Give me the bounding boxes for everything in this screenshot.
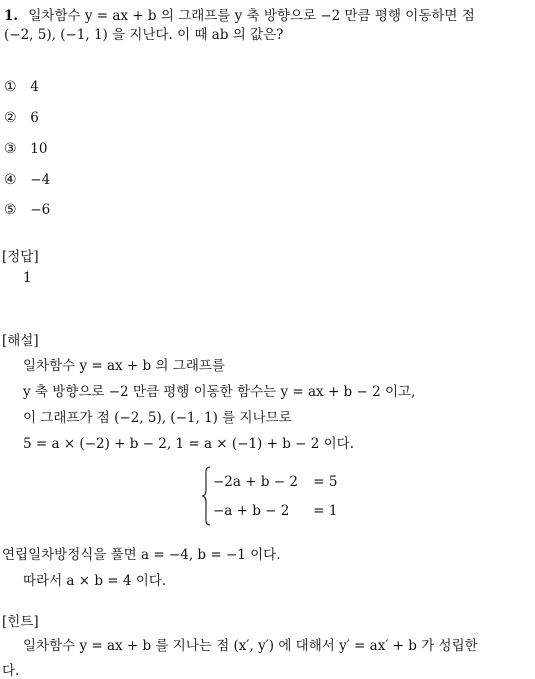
choice-5-value: −6 xyxy=(30,202,51,218)
choice-2-mark: ② xyxy=(4,110,17,126)
hint-line-1: 일차함수 y = ax + b 를 지나는 점 (x′, y′) 에 대해서 y′ = ax′ + b 가 성립한 xyxy=(23,638,478,654)
choice-5[interactable] xyxy=(4,202,50,218)
problem-text-line-1: 일차함수 y = ax + b 의 그래프를 y 축 방향으로 −2 만큼 평행 이동하면 점 xyxy=(28,8,475,24)
choice-3-mark: ③ xyxy=(4,141,17,157)
system-eq-1-rhs: = 5 xyxy=(313,474,338,490)
equation-system-brace xyxy=(201,466,211,526)
solution-line-4: 5 = a × (−2) + b − 2, 1 = a × (−1) + b − 2 이다. xyxy=(23,436,355,452)
choice-2[interactable] xyxy=(4,110,39,126)
problem-number: 1. xyxy=(4,8,19,24)
answer-value: 1 xyxy=(23,270,32,286)
choice-3[interactable] xyxy=(4,141,47,157)
system-eq-2-lhs: −a + b − 2 xyxy=(213,503,290,519)
choice-3-value: 10 xyxy=(30,141,48,157)
choice-5-mark: ⑤ xyxy=(4,202,17,218)
choice-1-mark: ① xyxy=(4,79,17,95)
solution-after-2: 따라서 a × b = 4 이다. xyxy=(23,573,167,589)
hint-header: [힌트] xyxy=(2,614,39,630)
solution-line-2: y 축 방향으로 −2 만큼 평행 이동한 함수는 y = ax + b − 2 이고, xyxy=(23,384,416,400)
solution-after-1: 연립일차방정식을 풀면 a = −4, b = −1 이다. xyxy=(2,547,281,563)
choice-2-value: 6 xyxy=(30,110,39,126)
hint-line-2: 다. xyxy=(2,663,20,679)
choice-4-mark: ④ xyxy=(4,172,17,188)
solution-line-3: 이 그래프가 점 (−2, 5), (−1, 1) 를 지나므로 xyxy=(23,410,292,426)
choice-1-value: 4 xyxy=(30,79,39,95)
system-eq-2 xyxy=(213,503,338,519)
system-eq-1-lhs: −2a + b − 2 xyxy=(213,474,298,490)
system-eq-2-rhs: = 1 xyxy=(313,503,338,519)
solution-line-1: 일차함수 y = ax + b 의 그래프를 xyxy=(23,358,225,374)
problem-text-line-2: (−2, 5), (−1, 1) 을 지난다. 이 때 ab 의 값은? xyxy=(4,27,284,43)
solution-header: [해설] xyxy=(2,333,39,349)
system-eq-1 xyxy=(213,474,338,490)
answer-header: [정답] xyxy=(2,249,39,265)
choice-4-value: −4 xyxy=(30,172,51,188)
problem-line-1 xyxy=(4,4,475,24)
choice-1[interactable] xyxy=(4,79,39,95)
choice-4[interactable] xyxy=(4,172,50,188)
